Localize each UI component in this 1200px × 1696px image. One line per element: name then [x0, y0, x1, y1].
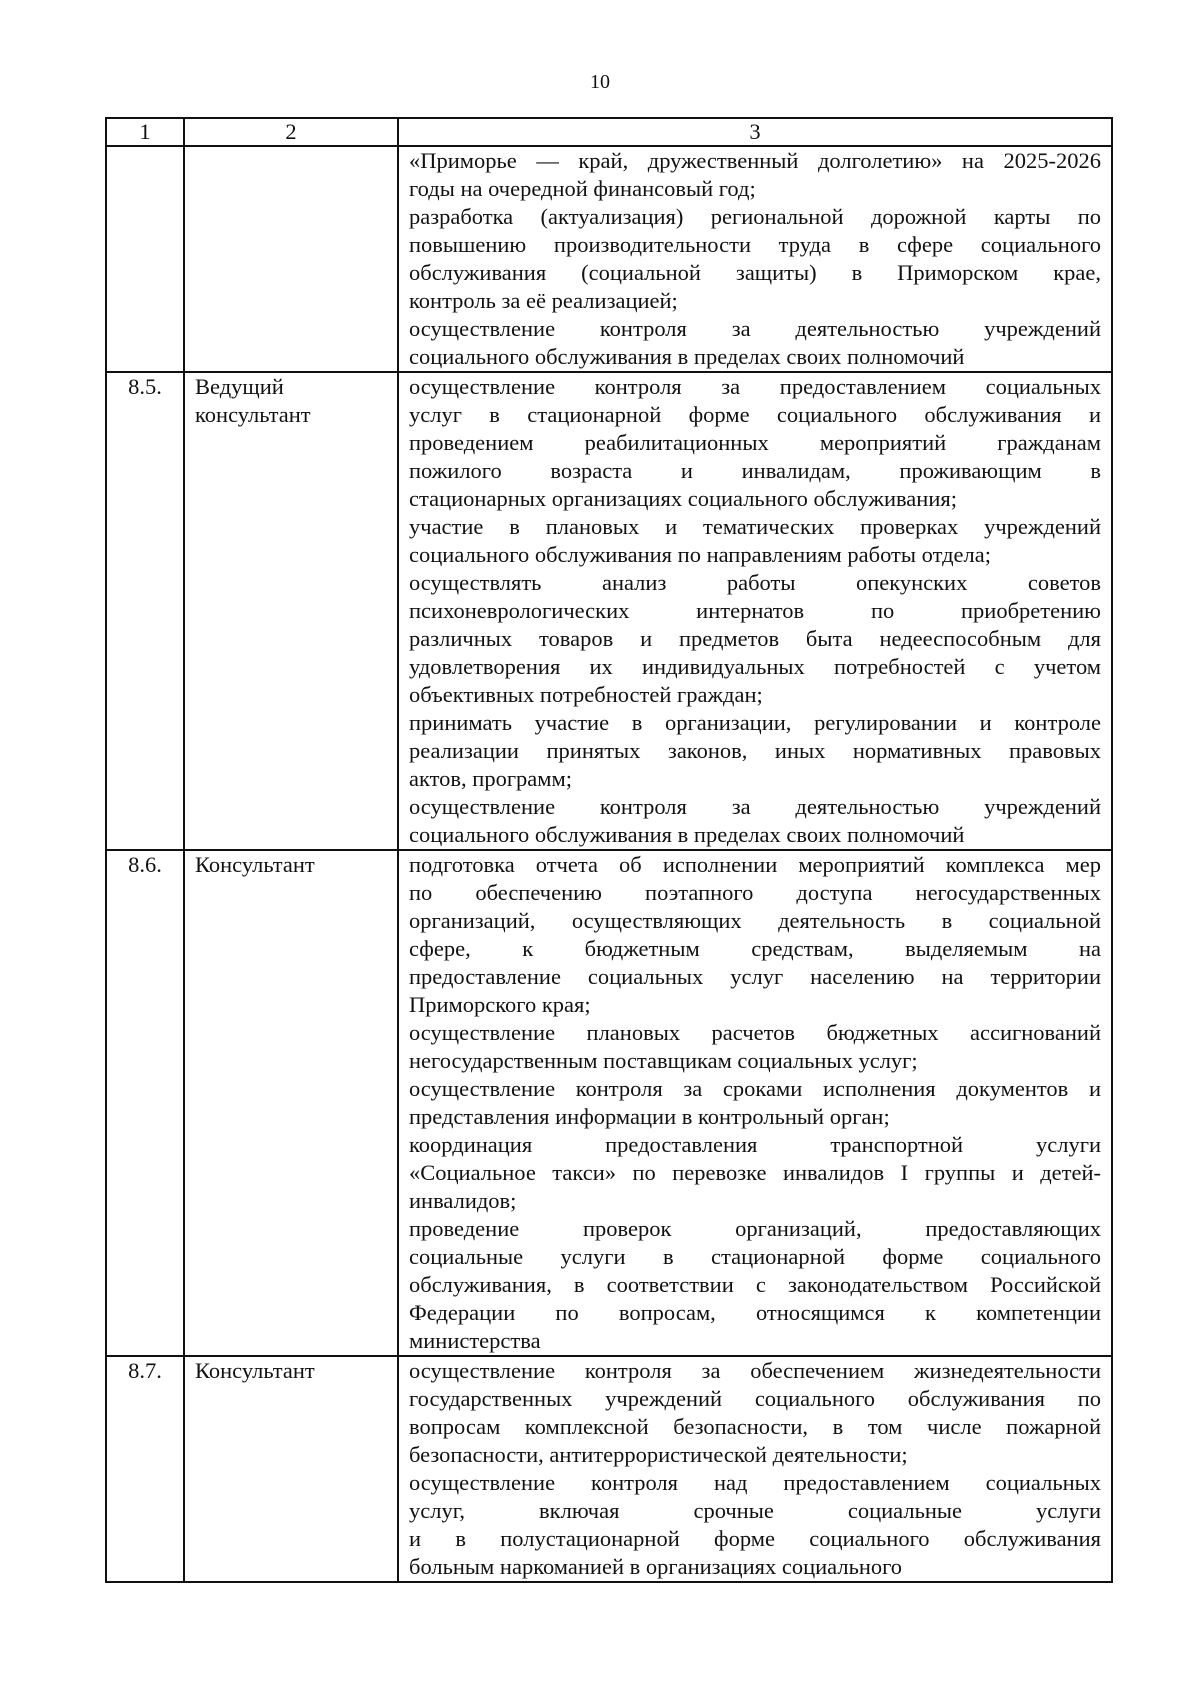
duty-line: социального обслуживания в пределах своих полномочий	[409, 344, 965, 369]
duty-line: осуществление плановых расчетов бюджетных ассигнований	[409, 1020, 1101, 1045]
duty-line: проведение проверок организаций, предоставляющих	[409, 1216, 1101, 1241]
duty-line: услуг, включая срочные социальные услуги	[409, 1498, 1101, 1523]
duty-line: и в полустационарной форме социального обслуживания	[409, 1526, 1101, 1551]
duty-line: инвалидов;	[409, 1188, 517, 1213]
duty-line: министерства	[409, 1328, 541, 1353]
duty-line: «Приморье — край, дружественный долголетию» на 2025-2026	[409, 148, 1101, 173]
duty-line: социального обслуживания по направлениям работы отдела;	[409, 542, 992, 567]
duty-line: актов, программ;	[409, 766, 573, 791]
position-title	[184, 850, 398, 1356]
position-title-line: Ведущий	[195, 374, 284, 399]
duty-line: осуществление контроля за деятельностью учреждений	[409, 794, 1101, 819]
duty-line: пожилого возраста и инвалидам, проживающим в	[409, 458, 1101, 483]
duty-line: Приморского края;	[409, 992, 591, 1017]
duty-line: государственных учреждений социального обслуживания по	[409, 1386, 1101, 1411]
duties-text	[398, 1356, 1112, 1582]
duty-line: социальные услуги в стационарной форме социального	[409, 1244, 1101, 1269]
row-number: 8.5.	[106, 372, 184, 850]
duties-text	[398, 850, 1112, 1356]
duty-line: «Социальное такси» по перевозке инвалидов I группы и детей-	[409, 1160, 1101, 1185]
duty-line: годы на очередной финансовый год;	[409, 176, 756, 201]
duty-line: осуществление контроля за деятельностью учреждений	[409, 316, 1101, 341]
duty-line: Федерации по вопросам, относящимся к компетенции	[409, 1300, 1101, 1325]
table-row	[106, 372, 1112, 850]
duties-text	[398, 146, 1112, 372]
duty-line: осуществление контроля за сроками исполнения документов и	[409, 1076, 1101, 1101]
table-row	[106, 1356, 1112, 1582]
position-title	[184, 1356, 398, 1582]
row-number: 8.7.	[106, 1356, 184, 1582]
duty-line: по обеспечению поэтапного доступа негосударственных	[409, 880, 1101, 905]
duty-line: вопросам комплексной безопасности, в том числе пожарной	[409, 1414, 1101, 1439]
duty-line: удовлетворения их индивидуальных потребностей с учетом	[409, 654, 1101, 679]
duty-line: координация предоставления транспортной услуги	[409, 1132, 1101, 1157]
duty-line: контроль за её реализацией;	[409, 288, 678, 313]
duty-line: обслуживания (социальной защиты) в Приморском крае,	[409, 260, 1101, 285]
duty-line: психоневрологических интернатов по приобретению	[409, 598, 1101, 623]
position-title-line: Консультант	[195, 852, 315, 877]
duty-line: осуществление контроля за предоставлением социальных	[409, 374, 1101, 399]
table-header-row	[106, 118, 1112, 146]
position-title	[184, 372, 398, 850]
row-number	[106, 146, 184, 372]
duty-line: социального обслуживания в пределах своих полномочий	[409, 822, 965, 847]
duty-line: сфере, к бюджетным средствам, выделяемым на	[409, 936, 1101, 961]
row-number: 8.6.	[106, 850, 184, 1356]
duty-line: принимать участие в организации, регулировании и контроле	[409, 710, 1101, 735]
duty-line: негосударственным поставщикам социальных услуг;	[409, 1048, 918, 1073]
duty-line: представления информации в контрольный орган;	[409, 1104, 890, 1129]
position-title-line: консультант	[195, 402, 311, 427]
duty-line: повышению производительности труда в сфере социального	[409, 232, 1101, 257]
table-row	[106, 850, 1112, 1356]
duty-line: предоставление социальных услуг населению на территории	[409, 964, 1101, 989]
page-number: 10	[590, 71, 610, 93]
duty-line: обслуживания, в соответствии с законодательством Российской	[409, 1272, 1101, 1297]
duty-line: безопасности, антитеррористической деятельности;	[409, 1442, 908, 1467]
table-row	[106, 146, 1112, 372]
duty-line: различных товаров и предметов быта недееспособным для	[409, 626, 1101, 651]
duty-line: участие в плановых и тематических проверках учреждений	[409, 514, 1101, 539]
header-cell-1: 1	[106, 118, 184, 146]
duty-line: осуществление контроля над предоставлением социальных	[409, 1470, 1101, 1495]
duties-text	[398, 372, 1112, 850]
position-title	[184, 146, 398, 372]
duty-line: организаций, осуществляющих деятельность в социальной	[409, 908, 1101, 933]
duty-line: проведением реабилитационных мероприятий гражданам	[409, 430, 1101, 455]
duty-line: стационарных организациях социального обслуживания;	[409, 486, 957, 511]
duty-line: объективных потребностей граждан;	[409, 682, 763, 707]
duty-line: реализации принятых законов, иных нормативных правовых	[409, 738, 1101, 763]
duty-line: осуществление контроля за обеспечением жизнедеятельности	[409, 1358, 1101, 1383]
duty-line: осуществлять анализ работы опекунских советов	[409, 570, 1101, 595]
duty-line: разработка (актуализация) региональной дорожной карты по	[409, 204, 1101, 229]
header-cell-3: 3	[398, 118, 1112, 146]
duty-line: больным наркоманией в организациях социального	[409, 1554, 903, 1579]
duties-table	[105, 117, 1113, 1583]
position-title-line: Консультант	[195, 1358, 315, 1383]
header-cell-2: 2	[184, 118, 398, 146]
duty-line: подготовка отчета об исполнении мероприятий комплекса мер	[409, 852, 1101, 877]
duty-line: услуг в стационарной форме социального обслуживания и	[409, 402, 1101, 427]
